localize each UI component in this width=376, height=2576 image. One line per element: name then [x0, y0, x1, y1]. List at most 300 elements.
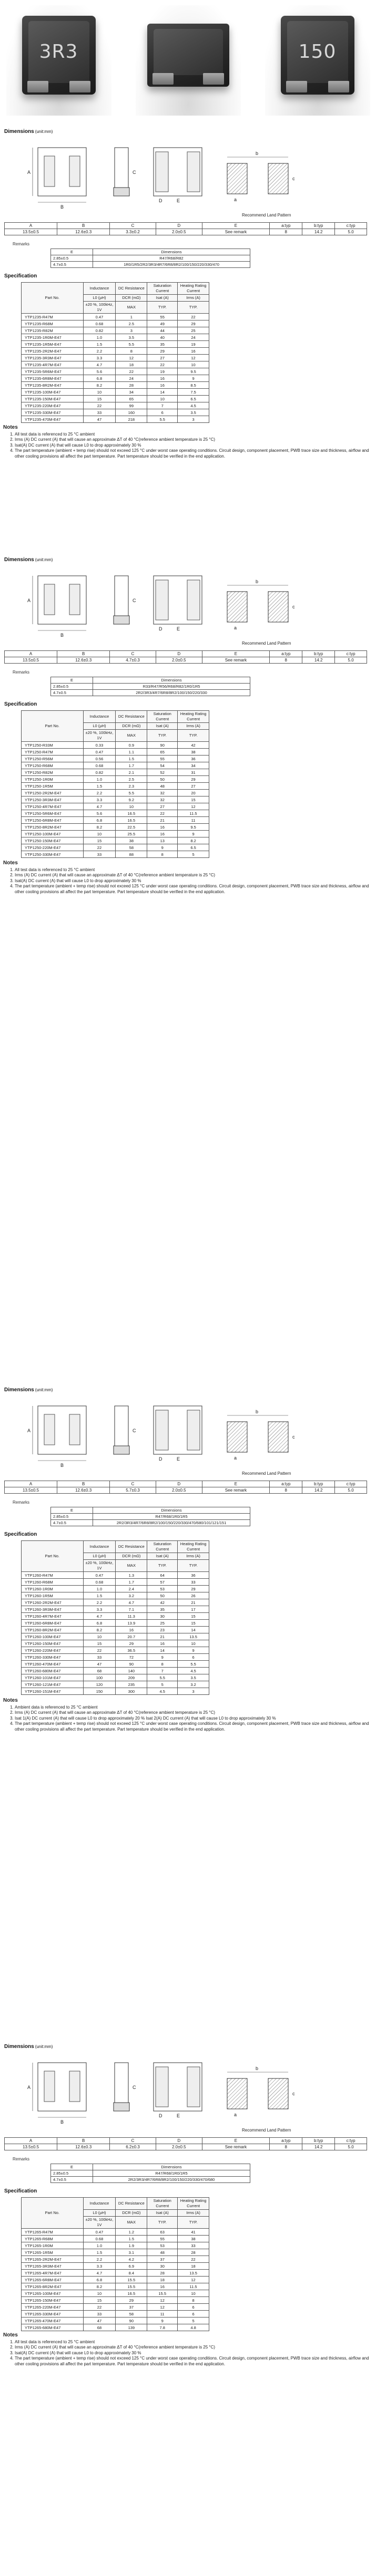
- part-number-cell: YTP1260-R47M: [22, 1572, 84, 1579]
- part-number-cell: YTP1250-8R2M-E47: [22, 824, 84, 831]
- spec-value-cell: 23: [147, 1627, 178, 1633]
- remarks-table: [50, 249, 250, 268]
- dim-value-cell: 12.6±0.3: [57, 657, 110, 664]
- notes-list: [15, 432, 371, 460]
- spec-value-cell: 16: [178, 348, 209, 355]
- spec-value-cell: 38: [178, 749, 209, 756]
- svg-text:b: b: [256, 579, 259, 584]
- table-row: [22, 2242, 209, 2249]
- spec-value-cell: 2.4: [116, 1586, 147, 1592]
- spec-value-cell: 6: [178, 1654, 209, 1661]
- table-row: [22, 2236, 209, 2242]
- spec-value-cell: 21: [147, 1633, 178, 1640]
- spec-value-cell: 1.0: [83, 334, 116, 341]
- part-number-cell: YTP1235-8R2M-E47: [22, 382, 84, 389]
- spec-value-cell: 4.7: [83, 2270, 116, 2277]
- spec-value-cell: 64: [147, 1572, 178, 1579]
- table-row: [51, 684, 250, 690]
- spec-value-cell: 13.5: [178, 2270, 209, 2277]
- spec-value-cell: 9: [147, 1654, 178, 1661]
- table-row: [22, 1613, 209, 1620]
- dim-header-cell: b:typ: [302, 651, 335, 657]
- spec-value-cell: 5: [147, 1681, 178, 1688]
- dim-value-cell: 5.0: [335, 229, 367, 235]
- dim-value-cell: 5.0: [335, 657, 367, 664]
- spec-value-cell: 21: [147, 817, 178, 824]
- remarks-cell: 4.7±0.5: [51, 262, 93, 268]
- remarks-cell: 2R2/3R3/4R7/6R8/8R2/100/150/220/330/470/680: [93, 2177, 250, 2183]
- condition-header: TYP.: [147, 2217, 178, 2229]
- table-row: [22, 2304, 209, 2311]
- table-header-row: [5, 223, 367, 229]
- spec-value-cell: 54: [147, 762, 178, 769]
- svg-text:C: C: [133, 170, 136, 175]
- spec-value-cell: 9: [147, 2318, 178, 2324]
- spec-value-cell: 1.7: [116, 762, 147, 769]
- svg-text:E: E: [177, 1456, 180, 1462]
- dim-header-cell: c:typ: [335, 2138, 367, 2144]
- spec-value-cell: 3.3: [83, 796, 116, 803]
- spec-value-cell: 36: [178, 1572, 209, 1579]
- part-number-cell: YTP1260-6R8M-E47: [22, 1620, 84, 1627]
- part-number-cell: YTP1260-101M-E47: [22, 1674, 84, 1681]
- remarks-header-cell: E: [51, 1507, 93, 1514]
- spec-value-cell: 6: [178, 2304, 209, 2311]
- svg-text:A: A: [27, 2085, 31, 2090]
- dimension-drawing: [21, 136, 316, 215]
- spec-value-cell: 8.2: [83, 1627, 116, 1633]
- spec-value-cell: 6.5: [178, 396, 209, 402]
- unit-header: Irms (A): [178, 723, 209, 730]
- dimensions-heading: [4, 1387, 53, 1393]
- table-row: [22, 2297, 209, 2304]
- part-number-cell: YTP1265-6R8M-E47: [22, 2277, 84, 2283]
- dim-value-cell: 2.0±0.5: [156, 1487, 202, 1494]
- note-item: 4. The part temperature (ambient + temp rise) should not exceed 125 °C under worst case operating conditions. Circuit design, component placement, PWB trace size and thickness, airflow and other cooling provisions all affect the part temperature. Part temperature should be verified in the end application.: [15, 1721, 371, 1732]
- dim-value-cell: 12.6±0.3: [57, 1487, 110, 1494]
- table-row: [22, 368, 209, 375]
- spec-value-cell: 65: [116, 396, 147, 402]
- table-row: [22, 375, 209, 382]
- spec-value-cell: 25: [147, 1620, 178, 1627]
- table-header-row: [22, 2198, 209, 2210]
- spec-value-cell: 55: [147, 2236, 178, 2242]
- svg-text:c: c: [292, 604, 295, 609]
- svg-text:E: E: [177, 198, 180, 203]
- table-row: [22, 396, 209, 402]
- spec-value-cell: 18: [178, 2263, 209, 2270]
- spec-value-cell: 58: [116, 844, 147, 851]
- spec-value-cell: 53: [147, 2242, 178, 2249]
- table-row: [51, 690, 250, 696]
- dim-value-cell: 6.2±0.3: [110, 2144, 156, 2150]
- table-row: [22, 1661, 209, 1668]
- part-number-cell: YTP1250-1R5M: [22, 783, 84, 790]
- svg-text:a: a: [234, 197, 237, 202]
- table-header-row: [51, 677, 250, 684]
- product-photo-side: [136, 5, 241, 116]
- spec-value-cell: 6.9: [116, 2263, 147, 2270]
- svg-text:a: a: [234, 1455, 237, 1461]
- part-number-cell: YTP1265-8R2M-E47: [22, 2283, 84, 2290]
- spec-value-cell: 38: [116, 837, 147, 844]
- spec-value-cell: 3.5: [116, 334, 147, 341]
- remarks-cell: 2R2/3R3/4R7/6R8/8R2/100/150/220/330/470/680/101/121/151: [93, 1520, 250, 1526]
- part-number-cell: YTP1235-R47M: [22, 314, 84, 320]
- remarks-cell: R33/R47/R56/R68/R82/1R0/1R5: [93, 684, 250, 690]
- dim-header-cell: A: [5, 1481, 57, 1487]
- remarks-cell: 4.7±0.5: [51, 2177, 93, 2183]
- spec-value-cell: 68: [83, 2324, 116, 2331]
- spec-value-cell: 15: [83, 2297, 116, 2304]
- unit-header: DCR (mΩ): [116, 2210, 147, 2217]
- spec-value-cell: 6.5: [178, 844, 209, 851]
- spec-value-cell: 8.5: [178, 382, 209, 389]
- remarks-cell: R47/R68/R82: [93, 255, 250, 262]
- spec-value-cell: 22: [83, 1647, 116, 1654]
- spec-value-cell: 33: [178, 1579, 209, 1586]
- land-pattern-label: Recommend Land Pattern: [242, 2128, 291, 2133]
- dim-value-cell: 13.5±0.5: [5, 229, 57, 235]
- spec-value-cell: 13.5: [178, 1633, 209, 1640]
- table-row: [22, 320, 209, 327]
- part-number-cell: YTP1250-100M-E47: [22, 831, 84, 837]
- notes-list: [15, 2340, 371, 2367]
- spec-value-cell: 12: [178, 803, 209, 810]
- table-header-row: [5, 2138, 367, 2144]
- condition-header: MAX: [116, 730, 147, 742]
- table-row: [22, 1579, 209, 1586]
- part-number-cell: YTP1260-151M-E47: [22, 1688, 84, 1695]
- product-photos: [0, 0, 376, 126]
- svg-text:C: C: [133, 598, 136, 603]
- specification-heading: Specification: [4, 2188, 37, 2194]
- spec-value-cell: 37: [147, 2256, 178, 2263]
- dim-value-cell: See remark: [202, 229, 270, 235]
- dim-value-cell: 8: [270, 2144, 302, 2150]
- note-item: 3. Isat 1(A) DC current (A) that will cause L0 to drop approximately 20 % Isat 2(A) DC current (A) that will cause L0 to drop approximately 30 %: [15, 1716, 371, 1722]
- table-row: [22, 334, 209, 341]
- spec-value-cell: 18: [147, 2277, 178, 2283]
- dimensions-heading: [4, 129, 53, 135]
- dim-header-cell: b:typ: [302, 223, 335, 229]
- spec-value-cell: 9.5: [178, 368, 209, 375]
- dim-value-cell: 2.0±0.5: [156, 657, 202, 664]
- note-item: 4. The part temperature (ambient + temp rise) should not exceed 125 °C under worst case operating conditions. Circuit design, component placement, PWB trace size and thickness, airflow and other cooling provisions all affect the part temperature. Part temperature should be verified in the end application.: [15, 2356, 371, 2367]
- spec-value-cell: 10: [178, 2290, 209, 2297]
- table-row: [22, 810, 209, 817]
- spec-value-cell: 11.5: [178, 810, 209, 817]
- dimensions-table: [4, 650, 367, 664]
- spec-value-cell: 22: [83, 402, 116, 409]
- dim-header-cell: C: [110, 1481, 156, 1487]
- dim-value-cell: 8: [270, 1487, 302, 1494]
- table-row: [22, 2290, 209, 2297]
- condition-header: TYP.: [147, 1560, 178, 1572]
- specification-heading: Specification: [4, 701, 37, 707]
- part-number-cell: YTP1265-330M-E47: [22, 2311, 84, 2318]
- spec-value-cell: 19: [178, 341, 209, 348]
- spec-value-cell: 22: [147, 810, 178, 817]
- spec-value-cell: 22: [178, 2256, 209, 2263]
- part-number-cell: YTP1235-1R5M-E47: [22, 341, 84, 348]
- spec-value-cell: 25.5: [116, 831, 147, 837]
- spec-value-cell: 5.5: [178, 1661, 209, 1668]
- spec-value-cell: 0.82: [83, 327, 116, 334]
- dim-header-cell: D: [156, 2138, 202, 2144]
- unit-header: L0 (µH): [83, 723, 116, 730]
- svg-text:B: B: [60, 204, 64, 210]
- condition-header: MAX: [116, 2217, 147, 2229]
- spec-value-cell: 5.5: [116, 790, 147, 796]
- table-header-row: [5, 651, 367, 657]
- spec-value-cell: 15: [178, 1613, 209, 1620]
- spec-value-cell: 3.2: [178, 1681, 209, 1688]
- table-row: [22, 382, 209, 389]
- table-row: [22, 2277, 209, 2283]
- spec-value-cell: 0.82: [83, 769, 116, 776]
- spec-value-cell: 6.8: [83, 2277, 116, 2283]
- remarks-label: Remarks: [13, 2157, 30, 2161]
- table-row: [22, 1627, 209, 1633]
- dim-header-cell: C: [110, 651, 156, 657]
- table-row: [22, 1668, 209, 1674]
- spec-value-cell: 22: [178, 314, 209, 320]
- spec-value-cell: 7.5: [178, 389, 209, 396]
- spec-value-cell: 6.8: [83, 375, 116, 382]
- spec-value-cell: 53: [147, 1586, 178, 1592]
- inductance-header: Inductance: [83, 283, 116, 295]
- spec-value-cell: 0.56: [83, 756, 116, 762]
- table-row: [22, 355, 209, 361]
- spec-value-cell: 6: [147, 409, 178, 416]
- part-marking: 150: [298, 41, 337, 63]
- spec-value-cell: 9.5: [178, 824, 209, 831]
- svg-text:C: C: [133, 2085, 136, 2090]
- part-number-cell: YTP1260-220M-E47: [22, 1647, 84, 1654]
- svg-text:b: b: [256, 1409, 259, 1414]
- remarks-header-cell: E: [51, 249, 93, 255]
- table-row: [22, 776, 209, 783]
- dim-header-cell: b:typ: [302, 2138, 335, 2144]
- notes-block: [3, 425, 371, 459]
- spec-value-cell: 47: [83, 2318, 116, 2324]
- spec-value-cell: 1.3: [116, 1572, 147, 1579]
- spec-value-cell: 140: [116, 1668, 147, 1674]
- spec-value-cell: 3.3: [83, 355, 116, 361]
- spec-value-cell: 3.3: [83, 2263, 116, 2270]
- part-marking: 3R3: [39, 41, 78, 63]
- specification-heading: Specification: [4, 273, 37, 279]
- dimensions-heading: [4, 557, 53, 563]
- note-item: 3. Isat(A) DC current (A) that will cause L0 to drop approximately 30 %: [15, 443, 371, 449]
- spec-value-cell: 55: [147, 314, 178, 320]
- remarks-cell: 2R2/3R3/4R7/6R8/8R2/100/150/220/330: [93, 690, 250, 696]
- svg-text:C: C: [133, 1428, 136, 1433]
- remarks-header-cell: Dimensions: [93, 677, 250, 684]
- spec-value-cell: 1.0: [83, 776, 116, 783]
- spec-value-cell: 16: [147, 2283, 178, 2290]
- remarks-cell: 2.85±0.5: [51, 255, 93, 262]
- part-number-cell: YTP1250-1R0M: [22, 776, 84, 783]
- spec-value-cell: 150: [83, 1688, 116, 1695]
- remarks-label: Remarks: [13, 242, 30, 246]
- dimensions-unit: (unit:mm): [35, 1388, 53, 1392]
- part-number-cell: YTP1250-R68M: [22, 762, 84, 769]
- table-row: [22, 2270, 209, 2277]
- remarks-cell: 4.7±0.5: [51, 1520, 93, 1526]
- part-no-header: Part No.: [22, 283, 84, 314]
- part-number-cell: YTP1265-1R0M: [22, 2242, 84, 2249]
- table-row: [22, 756, 209, 762]
- spec-value-cell: 10: [147, 396, 178, 402]
- dimensions-title: Dimensions: [4, 557, 34, 563]
- notes-title: Notes: [3, 425, 18, 430]
- table-row: [22, 1688, 209, 1695]
- spec-value-cell: 4.7: [83, 361, 116, 368]
- spec-value-cell: 55: [147, 756, 178, 762]
- spec-value-cell: 4.7: [83, 1613, 116, 1620]
- table-row: [22, 817, 209, 824]
- dimensions-unit: (unit:mm): [35, 557, 53, 562]
- table-row: [22, 389, 209, 396]
- part-number-cell: YTP1235-220M-E47: [22, 402, 84, 409]
- svg-text:D: D: [159, 198, 162, 203]
- spec-value-cell: 29: [178, 320, 209, 327]
- spec-value-cell: 38: [178, 2236, 209, 2242]
- dim-value-cell: 14.2: [302, 229, 335, 235]
- dimension-drawing: [21, 1394, 316, 1473]
- part-number-cell: YTP1265-2R2M-E47: [22, 2256, 84, 2263]
- dim-value-cell: 13.5±0.5: [5, 2144, 57, 2150]
- spec-value-cell: 11.3: [116, 1613, 147, 1620]
- spec-value-cell: 25: [178, 327, 209, 334]
- part-number-cell: YTP1250-4R7M-E47: [22, 803, 84, 810]
- part-number-cell: YTP1260-4R7M-E47: [22, 1613, 84, 1620]
- remarks-header-cell: Dimensions: [93, 249, 250, 255]
- dim-header-cell: C: [110, 223, 156, 229]
- dimensions-title: Dimensions: [4, 1387, 34, 1393]
- spec-value-cell: 7.1: [116, 1606, 147, 1613]
- product-photo-top: [6, 5, 111, 116]
- spec-value-cell: 32: [147, 796, 178, 803]
- spec-value-cell: 29: [116, 2297, 147, 2304]
- table-row: [22, 824, 209, 831]
- table-header-row: [22, 283, 209, 295]
- unit-header: DCR (mΩ): [116, 1553, 147, 1560]
- part-number-cell: YTP1260-3R3M-E47: [22, 1606, 84, 1613]
- table-row: [22, 2324, 209, 2331]
- spec-value-cell: 49: [147, 320, 178, 327]
- heating-header: Heating Rating Current: [178, 1541, 209, 1553]
- condition-header: MAX: [116, 1560, 147, 1572]
- part-number-cell: YTP1260-100M-E47: [22, 1633, 84, 1640]
- spec-value-cell: 8.2: [83, 824, 116, 831]
- saturation-header: Saturation Current: [147, 283, 178, 295]
- table-row: [22, 1599, 209, 1606]
- table-row: [22, 2229, 209, 2236]
- unit-header: L0 (µH): [83, 1553, 116, 1560]
- spec-value-cell: 16: [147, 1640, 178, 1647]
- spec-value-cell: 20: [178, 790, 209, 796]
- table-header-row: [51, 1507, 250, 1514]
- remarks-cell: 1R0/1R5/2R2/3R3/4R7/6R8/8R2/100/150/220/330/470: [93, 262, 250, 268]
- part-number-cell: YTP1235-R82M: [22, 327, 84, 334]
- saturation-header: Saturation Current: [147, 2198, 178, 2210]
- notes-title: Notes: [3, 2332, 18, 2338]
- table-row: [22, 1620, 209, 1627]
- spec-value-cell: 99: [116, 402, 147, 409]
- part-number-cell: YTP1265-R47M: [22, 2229, 84, 2236]
- dim-value-cell: See remark: [202, 1487, 270, 1494]
- spec-value-cell: 10: [83, 2290, 116, 2297]
- spec-value-cell: 1.0: [83, 1586, 116, 1592]
- spec-value-cell: 9: [178, 1647, 209, 1654]
- table-row: [51, 255, 250, 262]
- spec-value-cell: 6.8: [83, 817, 116, 824]
- spec-value-cell: 16: [147, 375, 178, 382]
- specification-table: [21, 2197, 209, 2331]
- part-no-header: Part No.: [22, 1541, 84, 1572]
- part-number-cell: YTP1260-150M-E47: [22, 1640, 84, 1647]
- spec-value-cell: 19: [147, 368, 178, 375]
- spec-value-cell: 0.47: [83, 749, 116, 756]
- spec-value-cell: 65: [147, 749, 178, 756]
- spec-value-cell: 3.5: [178, 409, 209, 416]
- dim-header-cell: B: [57, 223, 110, 229]
- part-number-cell: YTP1260-1R5M: [22, 1592, 84, 1599]
- spec-value-cell: 8: [178, 2297, 209, 2304]
- part-number-cell: YTP1260-470M-E47: [22, 1661, 84, 1668]
- unit-header: Irms (A): [178, 1553, 209, 1560]
- svg-text:A: A: [27, 1428, 31, 1433]
- remarks-table: [50, 677, 250, 696]
- part-number-cell: YTP1265-680M-E47: [22, 2324, 84, 2331]
- part-number-cell: YTP1250-6R8M-E47: [22, 817, 84, 824]
- spec-value-cell: 7: [147, 402, 178, 409]
- part-number-cell: YTP1260-330M-E47: [22, 1654, 84, 1661]
- heating-header: Heating Rating Current: [178, 711, 209, 723]
- saturation-header: Saturation Current: [147, 711, 178, 723]
- table-row: [22, 1633, 209, 1640]
- dim-header-cell: E: [202, 651, 270, 657]
- dim-header-cell: a:typ: [270, 651, 302, 657]
- spec-value-cell: 63: [147, 2229, 178, 2236]
- unit-header: Isat (A): [147, 1553, 178, 1560]
- dim-header-cell: E: [202, 2138, 270, 2144]
- dcr-header: DC Resistance: [116, 1541, 147, 1553]
- notes-title: Notes: [3, 1698, 18, 1703]
- svg-text:c: c: [292, 2091, 295, 2096]
- dimensions-table: [4, 222, 367, 235]
- dim-header-cell: E: [202, 223, 270, 229]
- condition-header: TYP.: [147, 730, 178, 742]
- svg-text:A: A: [27, 170, 31, 175]
- table-row: [22, 2311, 209, 2318]
- spec-value-cell: 5.5: [116, 341, 147, 348]
- dim-header-cell: c:typ: [335, 223, 367, 229]
- dim-header-cell: a:typ: [270, 1481, 302, 1487]
- dim-value-cell: 5.0: [335, 2144, 367, 2150]
- spec-value-cell: 16.5: [116, 2290, 147, 2297]
- table-row: [22, 790, 209, 796]
- table-row: [22, 762, 209, 769]
- dim-header-cell: a:typ: [270, 223, 302, 229]
- table-header-row: [5, 1481, 367, 1487]
- spec-value-cell: 68: [83, 1668, 116, 1674]
- spec-value-cell: 2.2: [83, 1599, 116, 1606]
- spec-value-cell: 47: [83, 416, 116, 423]
